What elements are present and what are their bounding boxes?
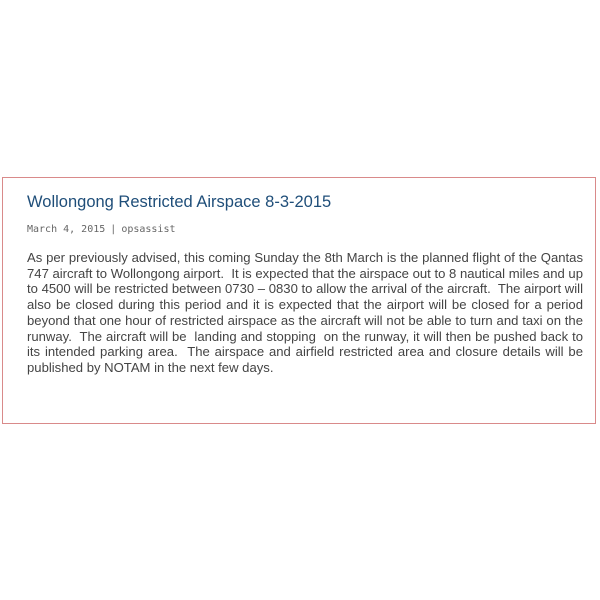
post-author-link[interactable]: opsassist	[121, 224, 176, 235]
post-body: As per previously advised, this coming Sunday the 8th March is the planned flight of the Qantas 747 aircraft to Wollongong airport. It is expected that the airspace out to 8 nautical miles and up to 4500 will be restricted between 0730 – 0830 to allow the arrival of the aircraft. The airport will also be closed during this period and it is expected that the airport will be closed for a period beyond that one hour of restricted airspace as the aircraft will not be able to turn and taxi on the runway. The aircraft will be landing and stopping on the runway, it will then be pushed back to its intended parking area. The airspace and airfield restricted area and closure details will be published by NOTAM in the next few days.	[27, 250, 587, 375]
post-container	[2, 177, 596, 424]
post-date: March 4, 2015	[27, 224, 106, 235]
post-meta	[27, 224, 176, 235]
meta-separator: |	[110, 224, 117, 235]
post-title-link[interactable]: Wollongong Restricted Airspace 8-3-2015	[27, 193, 332, 211]
